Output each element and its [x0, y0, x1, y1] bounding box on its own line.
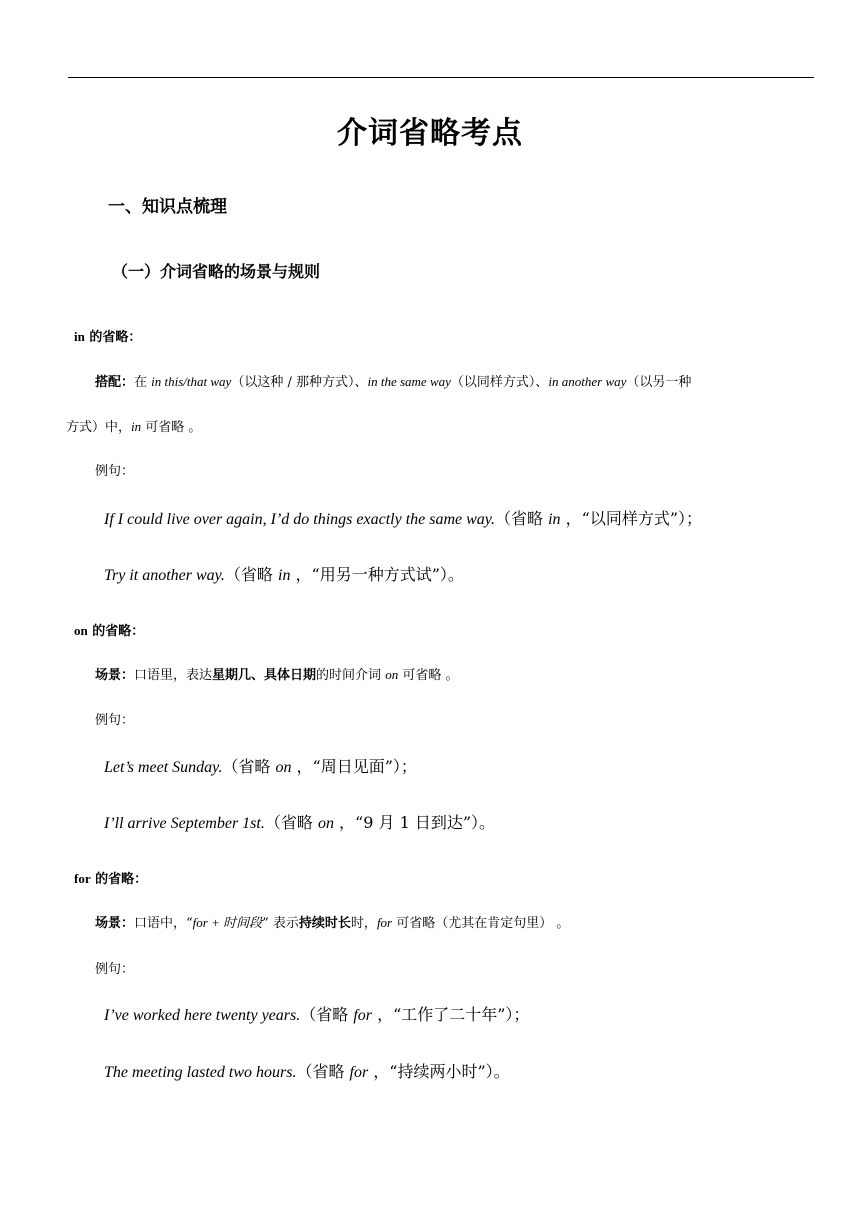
on-example-label: 例句： — [95, 713, 135, 728]
for-example-2: The meeting lasted two hours.（省略 for ，“持续两小时”）。 — [104, 1062, 510, 1081]
for-example-label: 例句： — [95, 962, 135, 977]
on-example-2: I’ll arrive September 1st.（省略 on ，“9 月 1 日到达”）。 — [104, 813, 496, 832]
on-omission-label: on 的省略： — [74, 623, 145, 639]
for-example-1: I’ve worked here twenty years.（省略 for ，“工作了二十年”）； — [104, 1005, 530, 1024]
section-heading: 一、知识点梳理 — [108, 197, 227, 217]
header-rule — [68, 77, 814, 78]
subsection-heading: （一）介词省略的场景与规则 — [112, 262, 321, 281]
in-collocation-line1: 搭配：在 in this/that way（以这种 / 那种方式）、in the same way（以同样方式）、in another way（以另一种 — [95, 374, 692, 390]
on-example-1: Let’s meet Sunday.（省略 on ，“周日见面”）； — [104, 757, 417, 776]
in-example-label: 例句： — [95, 464, 135, 479]
for-scene-line: 场景：口语中，“for + 时间段” 表示持续时长时，for 可省略（尤其在肯定句里） 。 — [95, 915, 570, 931]
in-example-1: If I could live over again, I’d do things exactly the same way.（省略 in ，“以同样方式”）； — [104, 509, 703, 528]
in-collocation-line2: 方式）中，in 可省略 。 — [66, 419, 202, 435]
on-scene-line: 场景：口语里，表达星期几、具体日期的时间介词 on 可省略 。 — [95, 667, 459, 683]
for-omission-label: for 的省略： — [74, 871, 148, 887]
in-omission-label: in 的省略： — [74, 329, 142, 345]
in-example-2: Try it another way.（省略 in ，“用另一种方式试”）。 — [104, 565, 464, 584]
page-title: 介词省略考点 — [337, 116, 523, 151]
